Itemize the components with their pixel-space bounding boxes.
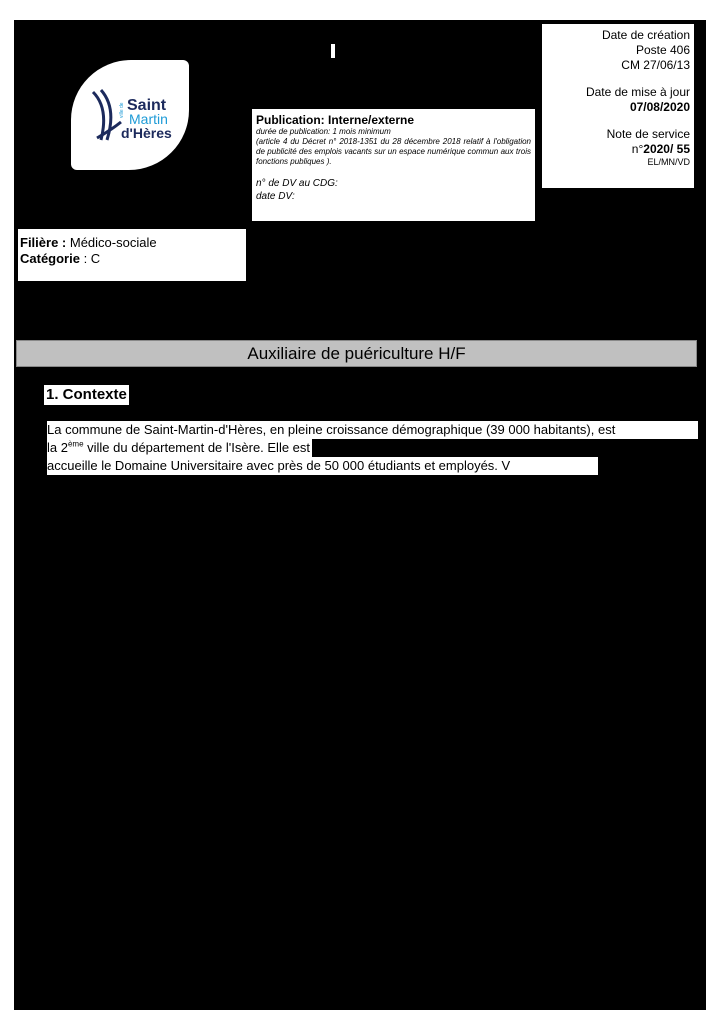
note-number-line — [542, 142, 690, 157]
publication-title: Publication: Interne/externe — [256, 113, 415, 127]
filiere-box — [18, 229, 246, 281]
logo-saint: Saint — [127, 97, 167, 114]
publication-legal: (article 4 du Décret n° 2018-1351 du 28 décembre 2018 relatif à l'obligation de publicité des emplois vacants sur un espace numérique commun aux trois fonctions publiques ). — [256, 137, 531, 166]
context-line-1: La commune de Saint-Martin-d'Hères, en pleine croissance démographique (39 000 habitants), est — [47, 421, 698, 439]
page-marker — [331, 44, 335, 58]
logo — [71, 60, 189, 170]
context-line-2b: ville du département de l'Isère. Elle est — [83, 440, 311, 455]
poste: Poste 406 — [635, 43, 690, 57]
logo-heres: d'Hères — [121, 125, 172, 141]
publication-duration: durée de publication: 1 mois minimum — [256, 127, 391, 136]
note-prefix: n° — [631, 142, 644, 156]
categorie-value: : C — [79, 251, 101, 266]
section-contexte-title: 1. Contexte — [46, 386, 127, 403]
context-line-2a: la 2 — [47, 440, 68, 455]
context-line-2-sup: ème — [67, 439, 84, 449]
info-box — [542, 24, 694, 188]
publication-box — [252, 109, 535, 221]
filiere-value: Médico-sociale — [66, 235, 157, 250]
categorie-label: Catégorie — [20, 251, 80, 266]
initials: EL/MN/VD — [647, 157, 690, 167]
note-number: 2020/ 55 — [643, 142, 690, 156]
context-line-3: accueille le Domaine Universitaire avec près de 50 000 étudiants et employés. V — [47, 457, 598, 475]
cm-date: CM 27/06/13 — [621, 58, 690, 72]
update-date: 07/08/2020 — [629, 100, 690, 114]
dv-number: n° de DV au CDG: — [256, 178, 338, 189]
context-line-2 — [47, 439, 312, 457]
note-label: Note de service — [606, 127, 690, 141]
dv-date: date DV: — [256, 191, 295, 202]
creation-label: Date de création — [601, 28, 690, 42]
logo-vertical-text: ville de — [119, 102, 125, 118]
logo-martin: Martin — [129, 111, 168, 127]
job-title: Auxiliaire de puériculture H/F — [16, 340, 697, 367]
update-label: Date de mise à jour — [585, 85, 690, 99]
filiere-label: Filière : — [20, 235, 67, 250]
